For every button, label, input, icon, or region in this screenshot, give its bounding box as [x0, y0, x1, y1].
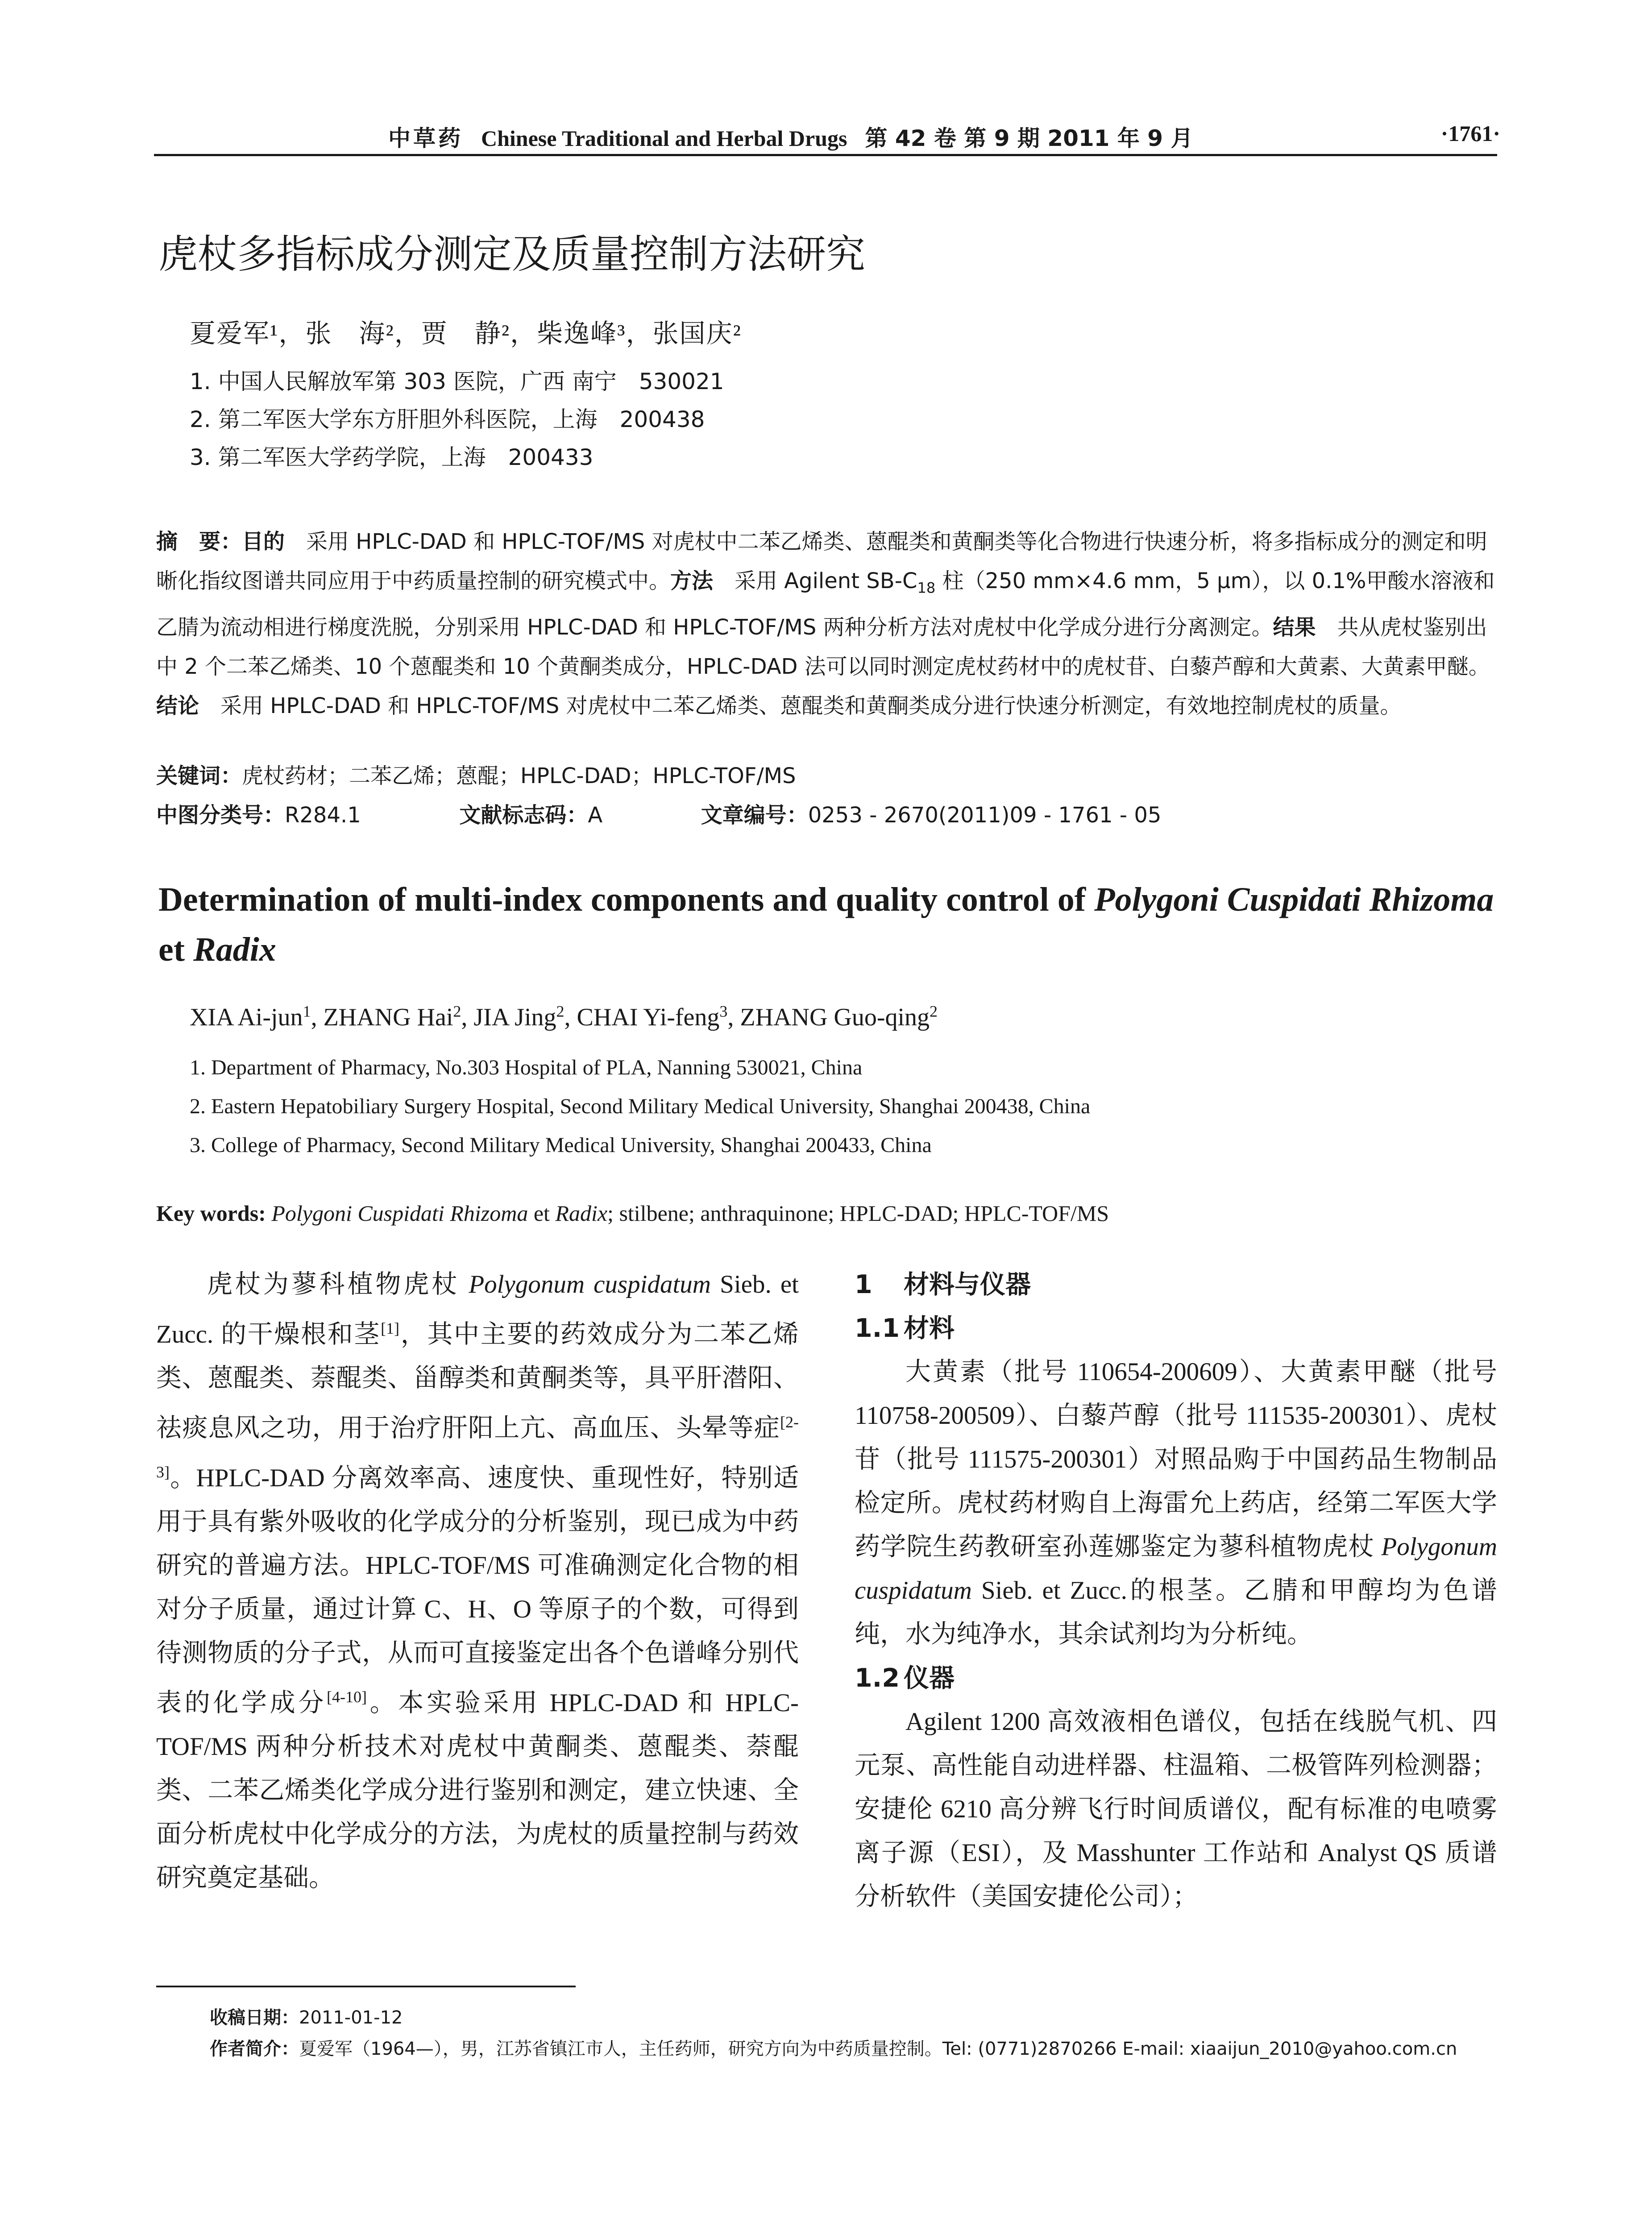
- abstract-label: 摘 要：: [156, 529, 242, 554]
- en-affiliation-2: 2. Eastern Hepatobiliary Surgery Hospital, Second Military Medical University, Shanghai 200438, China: [190, 1095, 1091, 1118]
- species-name: Polygonum cuspidatum: [469, 1270, 711, 1298]
- footnote-rule: [156, 1986, 576, 1987]
- en-author: XIA Ai-jun$^1$,: [190, 1002, 324, 1031]
- conclusion-text: 采用 HPLC-DAD 和 HPLC-TOF/MS 对虎杖中二苯乙烯类、蒽醌类和黄酮类成分进行快速分析测定，有效地控制虎杖的质量。: [199, 693, 1402, 718]
- doc-code-value: A: [588, 803, 603, 828]
- instruments-paragraph: Agilent 1200 高效液相色谱仪，包括在线脱气机、四元泵、高性能自动进样器、柱温箱、二极管阵列检测器；安捷伦 6210 高分辨飞行时间质谱仪，配有标准的电喷雾离子源（ESI），及 Masshunter 工作站和 Analyst QS 质谱分析软件（美国安捷伦公司）；: [855, 1708, 1497, 1911]
- cn-affiliation-2: 2. 第二军医大学东方肝胆外科医院，上海 200438: [190, 406, 705, 432]
- en-title-radix: Radix: [193, 931, 276, 968]
- en-title-species: Polygoni Cuspidati Rhizoma: [1094, 881, 1494, 918]
- purpose-label: 目的: [242, 529, 285, 554]
- en-author: CHAI Yi-feng$^3$,: [577, 1002, 740, 1031]
- class-label: 中图分类号：: [156, 803, 285, 828]
- en-author: ZHANG Guo-qing$^2$: [740, 1002, 938, 1031]
- article-no-label: 文章编号：: [701, 803, 808, 828]
- body-left-column: [156, 1263, 799, 1900]
- result-label: 结果: [1273, 614, 1316, 640]
- en-author: ZHANG Hai$^2$,: [323, 1002, 474, 1031]
- en-affiliation-3: 3. College of Pharmacy, Second Military Medical University, Shanghai 200433, China: [190, 1133, 932, 1157]
- conclusion-label: 结论: [156, 693, 199, 718]
- en-keywords-label: Key words:: [156, 1201, 272, 1226]
- body-right-column: [855, 1263, 1497, 1919]
- section-heading: 1 材料与仪器: [855, 1270, 1031, 1299]
- cn-title: 虎杖多指标成分测定及质量控制方法研究: [158, 231, 866, 277]
- en-affiliation-1: 1. Department of Pharmacy, No.303 Hospital of PLA, Nanning 530021, China: [190, 1056, 863, 1079]
- cn-keywords: [156, 759, 796, 789]
- result-text: 共从虎杖鉴别出中 2 个二苯乙烯类、10 个蒽醌类和 10 个黄酮类成分，HPLC-DAD 法可以同时测定虎杖药材中的虎杖苷、白藜芦醇和大黄素、大黄素甲醚。: [156, 614, 1490, 679]
- citation: [2-3]: [156, 1413, 799, 1481]
- doc-code-label: 文献标志码：: [459, 803, 588, 828]
- materials-paragraph: 大黄素（批号 110654-200609）、大黄素甲醚（批号 110758-200509）、白藜芦醇（批号 111535-200301）、虎杖苷（批号 111575-200301）对照品购于中国药品生物制品检定所。虎杖药材购自上海雷允上药店，经第二军医大学药学院生药教研室孙莲娜鉴定为蓼科植物虎杖 Polygonum cuspidatum Sieb. et Zucc.的根茎。乙腈和甲醇均为色谱纯，水为纯净水，其余试剂均为分析纯。: [855, 1358, 1497, 1648]
- cn-keywords-label: 关键词：: [156, 763, 242, 788]
- class-value: R284.1: [285, 803, 361, 828]
- en-keywords: Key words: Polygoni Cuspidati Rhizoma et Radix; stilbene; anthraquinone; HPLC-DAD; HPLC-TOF/MS: [156, 1201, 1109, 1226]
- page-number: ·1761·: [1440, 121, 1500, 146]
- running-header: [388, 120, 1193, 153]
- en-title-et: et: [158, 931, 194, 968]
- article-no-value: 0253 - 2670(2011)09 - 1761 - 05: [808, 803, 1162, 828]
- citation: [4-10]: [327, 1688, 367, 1706]
- en-authors: [190, 1002, 938, 1032]
- en-author: JIA Jing$^2$,: [473, 1002, 577, 1031]
- cn-affiliation-1: 1. 中国人民解放军第 303 医院，广西 南宁 530021: [190, 369, 724, 394]
- en-title: [158, 875, 1497, 975]
- issue-info: 第 42 卷 第 9 期 2011 年 9 月: [865, 125, 1193, 151]
- citation: [1]: [381, 1319, 400, 1337]
- received-date: 收稿日期：2011-01-12: [210, 2007, 403, 2028]
- cn-affiliation-3: 3. 第二军医大学药学院，上海 200433: [190, 444, 594, 470]
- species-name: Polygonum cuspidatum: [855, 1533, 1497, 1605]
- method-label: 方法: [670, 568, 714, 593]
- author-bio: 作者简介：夏爱军（1964—），男，江苏省镇江市人，主任药师，研究方向为中药质量控制。Tel: (0771)2870266 E-mail: xiaaijun_2010@yahoo.com.cn: [210, 2039, 1457, 2059]
- method-subscript: 18: [917, 579, 936, 597]
- header-rule: [154, 154, 1497, 156]
- subsection-heading: 1.2 仪器: [855, 1663, 955, 1693]
- journal-name-en: Chinese Traditional and Herbal Drugs: [481, 126, 847, 151]
- cn-abstract: [156, 522, 1495, 726]
- cn-keywords-text: 虎杖药材；二苯乙烯；蒽醌；HPLC-DAD；HPLC-TOF/MS: [242, 763, 796, 788]
- en-title-roman: Determination of multi-index components and quality control of: [158, 881, 1095, 918]
- intro-paragraph: 虎杖为蓼科植物虎杖 Polygonum cuspidatum Sieb. et Zucc. 的干燥根和茎[1]，其中主要的药效成分为二苯乙烯类、蒽醌类、萘醌类、甾醇类和黄酮类等，具平肝潜阳、祛痰息风之功，用于治疗肝阳上亢、高血压、头晕等症[2-3]。HPLC-DAD 分离效率高、速度快、重现性好，特别适用于具有紫外吸收的化学成分的分析鉴别，现已成为中药研究的普遍方法。HPLC-TOF/MS 可准确测定化合物的相对分子质量，通过计算 C、H、O 等原子的个数，可得到待测物质的分子式，从而可直接鉴定出各个色谱峰分别代表的化学成分[4-10]。本实验采用 HPLC-DAD 和 HPLC-TOF/MS 两种分析技术对虎杖中黄酮类、蒽醌类、萘醌类、二苯乙烯类化学成分进行鉴别和测定，建立快速、全面分析虎杖中化学成分的方法，为虎杖的质量控制与药效研究奠定基础。: [156, 1270, 799, 1892]
- classification-line: [156, 798, 1161, 829]
- journal-name-cn: 中草药: [388, 125, 463, 151]
- purpose-text: 采用 HPLC-DAD 和 HPLC-TOF/MS 对虎杖中二苯乙烯类、蒽醌类和黄酮类等化合物进行快速分析，将多指标成分的测定和明晰化指纹图谱共同应用于中药质量控制的研究模式中。: [156, 529, 1487, 593]
- subsection-heading: 1.1 材料: [855, 1314, 955, 1343]
- cn-authors: 夏爱军¹，张 海²，贾 静²，柴逸峰³，张国庆²: [190, 319, 742, 348]
- method-text-post: 柱（250 mm×4.6 mm，5 μm），以 0.1%甲酸水溶液和乙腈为流动相进行梯度洗脱，分别采用 HPLC-DAD 和 HPLC-TOF/MS 两种分析方法对虎杖中化学成分进行分离测定。: [156, 568, 1495, 640]
- method-text-pre: 采用 Agilent SB-C: [713, 568, 917, 593]
